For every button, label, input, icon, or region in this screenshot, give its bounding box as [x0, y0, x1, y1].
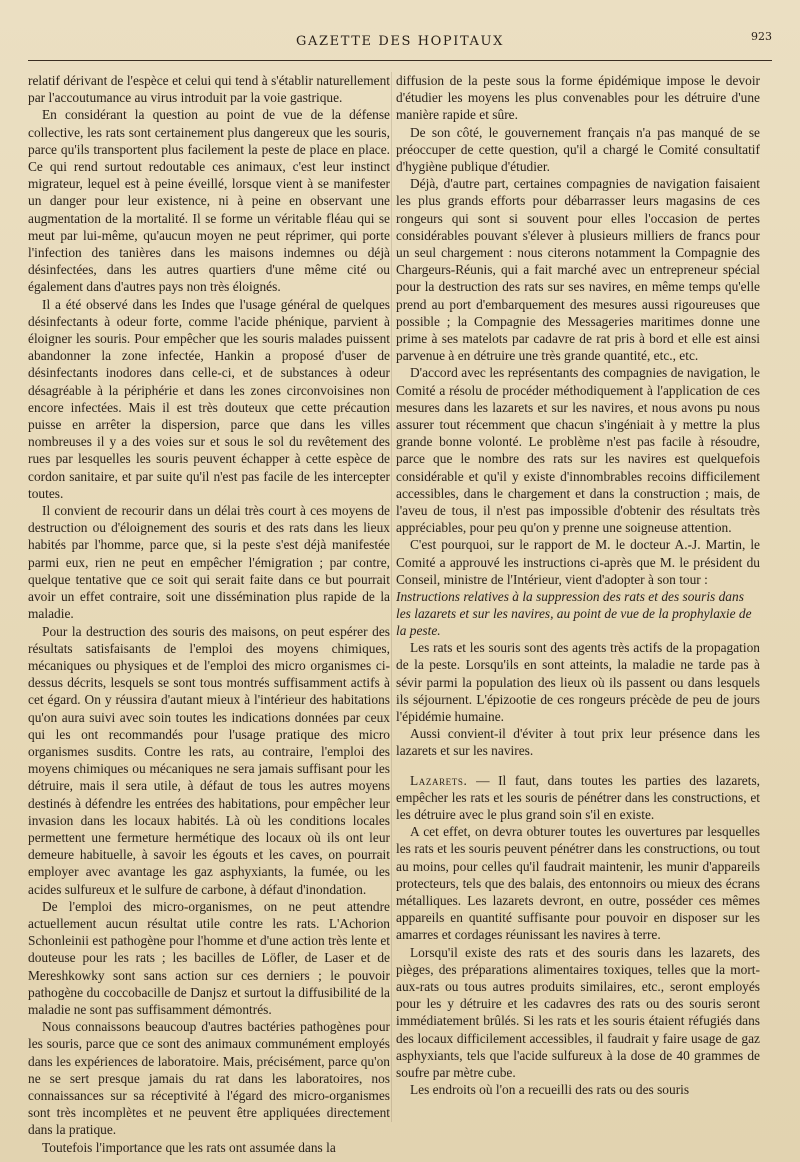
paragraph: De l'emploi des micro-organismes, on ne peut attendre actuellement aucun résultat utile contre les rats. L'Achorion Schonleinii est pathogène pour l'homme et d'une action très lente et douteuse pour les rats ; les bacilles de Löfler, de Laser et de Mereshkowky sont sans action sur ces derniers ; le pouvoir pathogène du coccobacille de Danjsz et surtout la diffusibilité de la maladie ne sont pas suffisamment démontrés. [28, 898, 390, 1017]
paragraph: En considérant la question au point de vue de la défense collective, les rats sont certainement plus dangereux que les souris, parce qu'ils transportent plus facilement la peste de place en place. Ce qui rend surtout redoutable ces animaux, c'est leur instinct migrateur, lequel est à peine éveillé, lorsque vient à se manifester un danger pour leur existence, ni à peine en observant une augmentation de la mortalité. Il se forme un véritable fléau qui se meut par lui-même, qu'aucun moyen ne peut réprimer, qui porte l'infection des tanières dans les maisons indemnes ou déjà désinfectées, dans les autres quartiers d'une même cité ou également dans d'autres pays non très éloignés. [28, 107, 390, 295]
left-column [28, 72, 390, 1156]
section-subheading: Instructions relatives à la suppression des rats et des souris dans les lazarets et sur les navires, au point de vue de la prophylaxie de la peste. [396, 589, 752, 639]
paragraph: Il convient de recourir dans un délai très court à ces moyens de destruction ou d'éloignement des souris et des rats dans les lieux habités par l'homme, parce que, si la peste s'est déjà manifestée parmi eux, rien ne peut en empêcher l'émigration ; par contre, quelque tentative que ce soit qui serait faite dans ce but pourrait avoir un effet contraire, soit une dissémination plus rapide de la maladie. [28, 503, 390, 622]
lazarets-paragraph [396, 772, 760, 824]
paragraph: Il a été observé dans les Indes que l'usage général de quelques désinfectants à odeur forte, comme l'acide phénique, parvient à éloigner les souris. Pour empêcher que les souris malades puissent abandonner la zone infectée, Hankin a proposé d'user de désinfectants inodores dans celle-ci, et de substances à odeur désagréable à la périphérie et dans les zones circonvoisines non encore infectées. Mais il est très douteux que cette précaution puisse en arrêter la dispersion, parce que dans les villes nombreuses il y a des voies sur et sous le sol du revêtement des rues par lesquelles les souris peuvent échapper à cette espèce de cordon sanitaire, et par suite qu'il n'est pas facile de les intercepter toutes. [28, 296, 390, 501]
journal-title: GAZETTE DES HOPITAUX [296, 34, 504, 49]
paragraph: A cet effet, on devra obturer toutes les ouvertures par lesquelles les rats et les souris peuvent pénétrer dans les constructions, ou tout au moins, pour celles qu'il faudrait maintenir, les munir d'appareils protecteurs, tels que des balais, des entonnoirs ou mieux des écrans métalliques. Les lazarets devront, en outre, posséder ces mêmes appareils en quantité suffisante pour pouvoir en disposer sur les amarres et cordages réunissant les navires à terre. [396, 824, 760, 943]
paragraph: C'est pourquoi, sur le rapport de M. le docteur A.-J. Martin, le Comité a approuvé les instructions ci-après que M. le président du Conseil, ministre de l'Intérieur, vient d'adopter à son tour : [396, 537, 760, 587]
paragraph: Lorsqu'il existe des rats et des souris dans les lazarets, des pièges, des préparations alimentaires toxiques, telles que la mort-aux-rats ou tous autres produits similaires, etc., seront employés pour les y détruire et les cadavres des rats ou des souris seront immédiatement brûlés. Si les rats et les souris étaient réfugiés dans des locaux difficilement accessibles, il faudrait y faire usage de gaz asphyxiants, tels que l'acide sulfureux à la dose de 40 grammes de soufre par mètre cube. [396, 944, 760, 1080]
paragraph: relatif dérivant de l'espèce et celui qui tend à s'établir naturellement par l'accoutumance au virus introduit par la voie gastrique. [28, 73, 390, 106]
paragraph: Aussi convient-il d'éviter à tout prix leur présence dans les lazarets et sur les navires. [396, 726, 760, 759]
paragraph: Les endroits où l'on a recueilli des rats ou des souris [410, 1082, 690, 1098]
lazarets-text: — Il faut, dans toutes les parties des lazarets, empêcher les rats et les souris de pénétrer dans les constructions, et les détruire avec le plus grand soin s'il en existe. [396, 772, 760, 822]
page-header [28, 30, 772, 61]
paragraph: Nous connaissons beaucoup d'autres bactéries pathogènes pour les souris, parce que ce sont des animaux communément employés dans les expériences de laboratoire. Mais, précisément, parce qu'on ne se sert presque jamais du rat dans les laboratoires, nos connaissances sur sa réceptivité à l'égard des micro-organismes sont très incomplètes et ne peuvent être appliquées directement dans la pratique. [28, 1019, 390, 1138]
paragraph: Les rats et les souris sont des agents très actifs de la propagation de la peste. Lorsqu'ils en sont atteints, la maladie ne tarde pas à sévir parmi la population des lieux où ils passent ou dans lesquels ils séjournent. L'épizootie de ces rongeurs précède de peu de jours l'épidémie humaine. [396, 640, 760, 724]
column-divider [391, 72, 392, 1122]
paragraph: Toutefois l'importance que les rats ont assumée dans la [42, 1139, 336, 1155]
paragraph: De son côté, le gouvernement français n'a pas manqué de se préoccuper de cette question, qu'il a chargé le Comité consultatif d'hygiène publique d'étudier. [396, 124, 760, 175]
paragraph: diffusion de la peste sous la forme épidémique impose le devoir d'étudier les moyens les plus convenables pour les détruire d'une manière rapide et sûre. [396, 73, 760, 123]
lazarets-label: Lazarets. [410, 772, 468, 788]
paragraph: Déjà, d'autre part, certaines compagnies de navigation faisaient les plus grands efforts pour débarrasser leurs magasins de ces rongeurs qui sont si souvent pour elles l'occasion de pertes considérables pouvant s'élever à plusieurs milliers de francs pour un seul chargement : nous citerons notamment la Compagnie des Chargeurs-Réunis, qui a fait marché avec un entrepreneur spécial pour la destruction des rats sur ses navires, en même temps qu'elle prend au port d'embarquement des mesures aussi rigoureuses que possible ; la Compagnie des Messageries maritimes donne une prime à ses matelots par cadavre de rat pris à bord et elle est ainsi parvenue à en détruire une très grande quantité, etc., etc. [396, 176, 760, 364]
right-column [396, 72, 760, 1098]
paragraph: Pour la destruction des souris des maisons, on peut espérer des résultats satisfaisants de l'emploi des moyens chimiques, mécaniques ou physiques et de l'emploi des micro organismes ci-dessus décrits, lesquels se sont tous montrés suffisamment actifs à cet égard. On y réussira d'autant mieux à l'intérieur des habitations qu'on aura suivi avec soin toutes les indications données par ceux qui les ont recommandés pour l'usage pratique des micro organismes susdits. Contre les rats, au contraire, l'emploi des moyens chimiques ou mécaniques ne sera jamais suffisant pour les détruire, mais il sera utile, à défaut de tous les autres moyens destinés à défendre les entrées des habitations, pour empêcher leur invasion dans les locaux habités. Là où les conditions locales permettent une fermeture hermétique des locaux où ils ont leur demeure habituelle, à savoir les égouts et les caves, on pourrait employer avec avantage les gaz asphyxiants, la fumée, ou les acides sulfureux et le sulfure de carbone, à défaut d'inondation. [28, 623, 390, 897]
paragraph: D'accord avec les représentants des compagnies de navigation, le Comité a résolu de procéder méthodiquement à l'application de ces mesures dans les lazarets et sur les navires, et nous avons pu nous assurer tout récemment que chacun s'ingéniait à y mettre la plus grande bonne volonté. Le problème n'est pas facile à résoudre, parce que le nombre des rats sur les navires est quelquefois considérable et qu'il y existe d'innombrables recoins difficilement accessibles, dans le chargement et dans la construction ; mais, de l'aveu de tous, il n'est pas impossible d'obtenir des résultats très appréciables, pour peu qu'on y prenne une soigneuse attention. [396, 365, 760, 536]
page-number: 923 [751, 30, 772, 43]
